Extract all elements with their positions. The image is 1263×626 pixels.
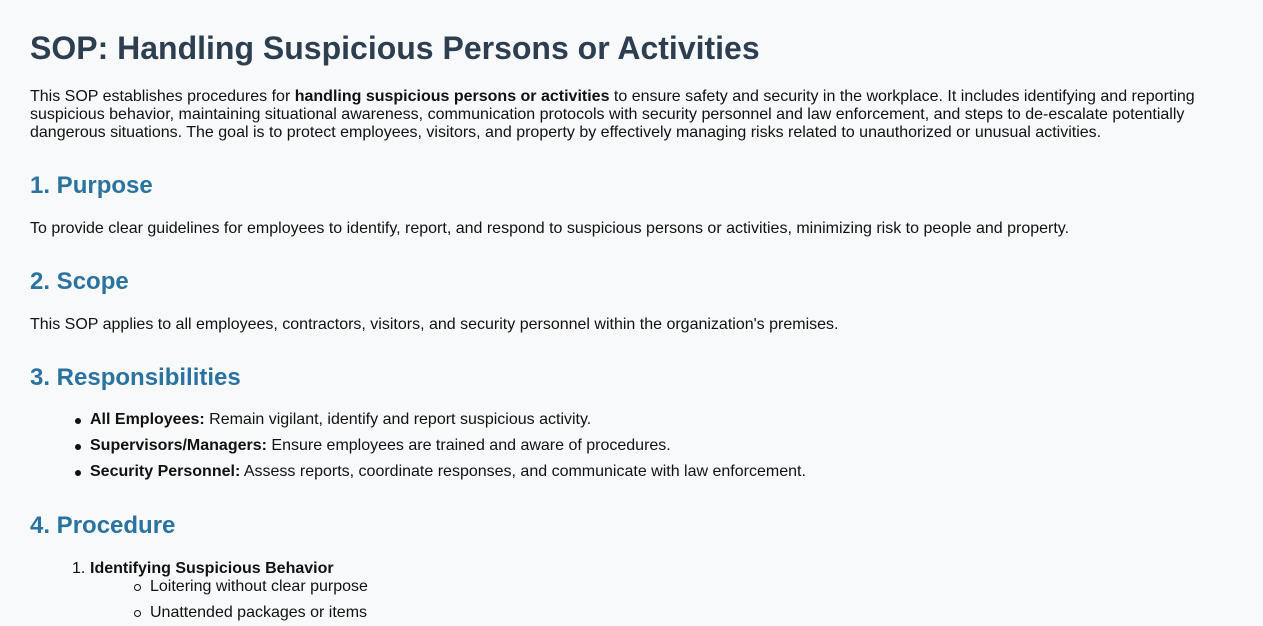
role-description: Remain vigilant, identify and report suspicious activity. [204, 411, 592, 428]
intro-paragraph [30, 88, 1235, 142]
role-label: All Employees: [90, 411, 205, 428]
scope-heading: 2. Scope [30, 268, 129, 295]
procedure-heading: 4. Procedure [30, 512, 176, 539]
step-sub-list [150, 578, 368, 626]
responsibilities-heading: 3. Responsibilities [30, 364, 241, 391]
intro-text-before: This SOP establishes procedures for [30, 88, 295, 105]
circle-bullet-icon [134, 584, 141, 591]
bullet-icon [75, 418, 81, 424]
list-item [150, 604, 368, 626]
list-item [90, 411, 806, 437]
purpose-heading: 1. Purpose [30, 172, 153, 199]
list-item [90, 463, 806, 489]
list-item [90, 437, 806, 463]
purpose-text: To provide clear guidelines for employees to identify, report, and respond to suspicious persons or activities, minimizing risk to people and property. [30, 220, 1070, 237]
responsibilities-list [90, 411, 806, 489]
sub-item-text: Loitering without clear purpose [150, 578, 368, 595]
procedure-step [72, 560, 368, 621]
intro-text-after: to ensure safety and security in the workplace. It includes identifying and reporting suspicious behavior, maintaining situational awareness, communication protocols with security personnel and law enforcement, and steps to de-escalate potentially dangerous situations. The goal is to protect employees, visitors, and property by effectively managing risks related to unauthorized or unusual activities. [30, 88, 1195, 141]
scope-text: This SOP applies to all employees, contractors, visitors, and security personnel within the organization's premises. [30, 316, 839, 333]
procedure-steps [72, 560, 368, 621]
step-number: 1. [72, 560, 86, 577]
role-description: Assess reports, coordinate responses, and communicate with law enforcement. [240, 463, 806, 480]
intro-text-bold: handling suspicious persons or activities [294, 88, 610, 105]
role-label: Supervisors/Managers: [90, 437, 267, 454]
step-title: Identifying Suspicious Behavior [90, 560, 334, 577]
bullet-icon [75, 470, 81, 476]
role-description: Ensure employees are trained and aware of procedures. [266, 437, 671, 454]
role-label: Security Personnel: [90, 463, 241, 480]
circle-bullet-icon [134, 610, 141, 617]
bullet-icon [75, 444, 81, 450]
list-item [150, 578, 368, 604]
sub-item-text: Unattended packages or items [150, 604, 368, 621]
page-title: SOP: Handling Suspicious Persons or Activities [30, 30, 760, 66]
